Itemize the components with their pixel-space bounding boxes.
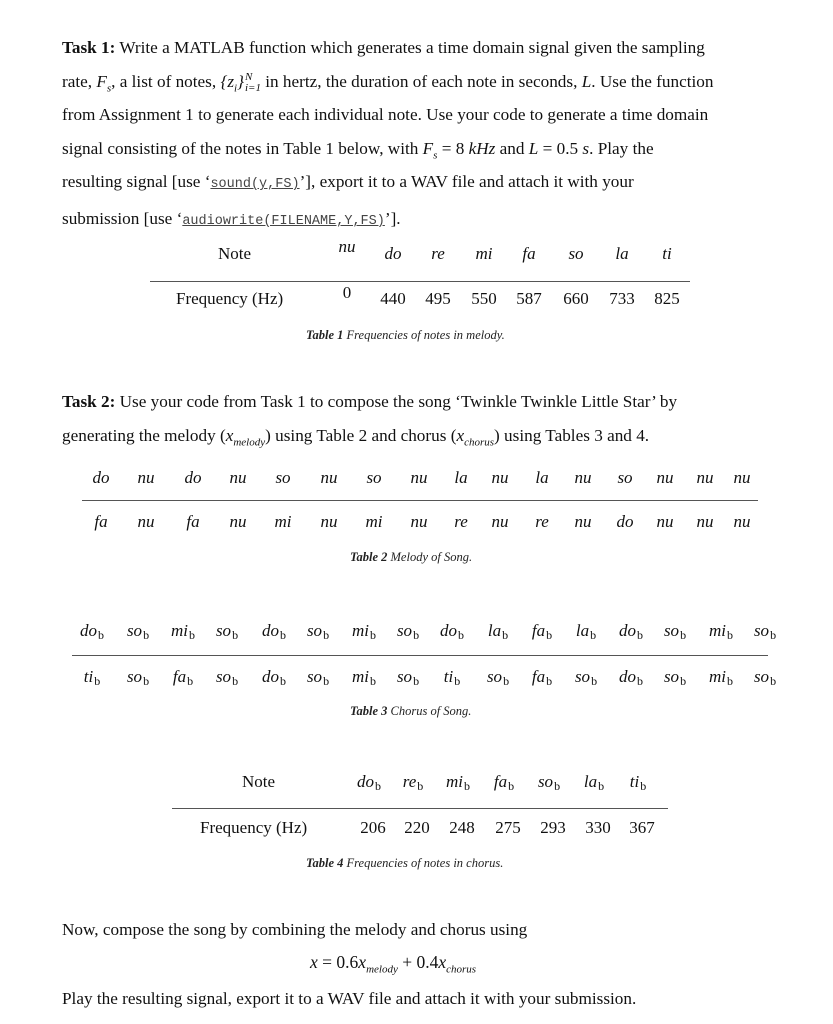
table1-note: do — [384, 244, 402, 263]
table2-row2-note: mi — [274, 512, 292, 531]
table3-row2-note: tib — [83, 667, 101, 688]
task1-line-6: submission [use ‘audiowrite(FILENAME,Y,FS)’]. — [62, 208, 401, 229]
table3-row1-note: mib — [352, 621, 376, 642]
table2-row2-note: mi — [365, 512, 383, 531]
table3-row2-note: sob — [306, 667, 330, 688]
task2-line-1: Task 2: Use your code from Task 1 to compose the song ‘Twinkle Twinkle Little Star’ by — [62, 392, 678, 411]
table3-row1-note: dob — [440, 621, 464, 642]
task1-paragraph — [62, 31, 778, 239]
table2-row1-note: nu — [733, 468, 751, 487]
table3-row2-note: mib — [709, 667, 733, 688]
formula: $x = 0.6x_{melody} + 0.4x_{chorus}$ — [310, 952, 477, 976]
table1-header-label: Note — [218, 244, 252, 263]
table1-frequency: 825 — [654, 289, 680, 308]
table4-row-label: Frequency (Hz) — [200, 818, 308, 837]
code-sound: sound(y,FS) — [210, 177, 300, 193]
table3-row2-note: sob — [486, 667, 510, 688]
table1-note: la — [615, 244, 629, 263]
table2-row1-note: nu — [410, 468, 428, 487]
table3-row1-note: sob — [306, 621, 330, 642]
table2-row1-note: la — [535, 468, 549, 487]
table3-divider — [72, 655, 768, 656]
table4-header-label: Note — [242, 772, 276, 791]
table4-divider — [172, 808, 668, 809]
table3-row2-note: sob — [574, 667, 598, 688]
table2-row2-note: re — [535, 512, 549, 531]
table1-frequency: 495 — [425, 289, 451, 308]
table2-row1-note: so — [617, 468, 633, 487]
table2-row1-note: do — [184, 468, 202, 487]
table4-frequency: 220 — [404, 818, 430, 837]
table3-row1-note: sob — [396, 621, 420, 642]
table2-row2-note: nu — [229, 512, 247, 531]
table2-row1-note: nu — [696, 468, 714, 487]
table2-row2-note: nu — [656, 512, 674, 531]
table4-note: reb — [402, 772, 424, 793]
code-audiowrite: audiowrite(FILENAME,Y,FS) — [182, 213, 385, 229]
table2-row2-note: do — [616, 512, 634, 531]
table2-row1-note: nu — [491, 468, 509, 487]
table4-frequency: 330 — [585, 818, 611, 837]
table3-caption: Table 3 Chorus of Song. — [350, 704, 472, 718]
symbol-z-set: $\{z_i\}$ N i=1 — [220, 70, 261, 95]
table2-row2-note: re — [454, 512, 468, 531]
table4-frequency: 248 — [449, 818, 475, 837]
table3-row2-note: mib — [352, 667, 376, 688]
table1-note: mi — [475, 244, 493, 263]
table3-row2-note: dob — [619, 667, 643, 688]
task1-line-5: resulting signal [use ‘sound(y,FS)’], export it to a WAV file and attach it with your — [62, 172, 634, 193]
table4-frequency: 293 — [540, 818, 566, 837]
table3-row1-note: sob — [126, 621, 150, 642]
table1-note: nu — [338, 237, 356, 256]
table1-frequency: 733 — [609, 289, 635, 308]
table4-note: fab — [493, 772, 515, 793]
table4-note: mib — [446, 772, 470, 793]
table1-note: fa — [522, 244, 536, 263]
table3-row1-note: dob — [262, 621, 286, 642]
table1-note: re — [431, 244, 445, 263]
table3-row2-note: sob — [215, 667, 239, 688]
table3-row2-note: fab — [172, 667, 194, 688]
task1-line-2: rate, $F_s$, a list of notes, $\{z_i\}$ N i=1 in hertz, the duration of each note in seconds, L. Use the function — [62, 70, 714, 95]
table2-row2-note: nu — [137, 512, 155, 531]
table4-note: sob — [537, 772, 561, 793]
table3-row1-note: sob — [663, 621, 687, 642]
table2-row1-note: so — [275, 468, 291, 487]
table3-row2-note: sob — [396, 667, 420, 688]
table4-frequency: 206 — [360, 818, 386, 837]
table1-frequency: 660 — [563, 289, 589, 308]
table2-row2-note: nu — [574, 512, 592, 531]
table3-row1-note: sob — [215, 621, 239, 642]
table3-row2-note: sob — [753, 667, 777, 688]
table2-divider — [82, 500, 758, 501]
table4-note: tib — [629, 772, 647, 793]
table3-row2-note: sob — [126, 667, 150, 688]
table3-row2-note: sob — [663, 667, 687, 688]
table1-frequency: 0 — [342, 283, 352, 302]
table3-row2-note: dob — [262, 667, 286, 688]
symbol-fs: $F_s$ — [96, 71, 112, 95]
table1-caption: Table 1 Frequencies of notes in melody. — [306, 328, 505, 342]
table4-frequency: 275 — [495, 818, 521, 837]
table2-row2-note: fa — [186, 512, 200, 531]
table1-divider — [150, 281, 690, 282]
table1-frequency: 550 — [471, 289, 497, 308]
table2-row1-note: nu — [137, 468, 155, 487]
closing-line-2: Play the resulting signal, export it to a WAV file and attach it with your submission. — [62, 989, 637, 1008]
task1-line-4: signal consisting of the notes in Table 1 below, with $F_s = 8$ kHz and L = 0.5 s. Play the — [62, 138, 654, 162]
table2-row1-note: nu — [320, 468, 338, 487]
table1-row-label: Frequency (Hz) — [176, 289, 284, 308]
table2-row2-note: nu — [491, 512, 509, 531]
table1-note: ti — [662, 244, 672, 263]
table3-row1-note: lab — [575, 621, 597, 642]
table3-row1-note: lab — [487, 621, 509, 642]
table3-row2-note: tib — [443, 667, 461, 688]
symbol-fs-2: $F_s$ — [422, 138, 438, 162]
table4-note: lab — [583, 772, 605, 793]
table2-row1-note: nu — [574, 468, 592, 487]
table2-row1-note: la — [454, 468, 468, 487]
table2-row2-note: fa — [94, 512, 108, 531]
table2-row1-note: do — [92, 468, 110, 487]
table2-row2-note: nu — [696, 512, 714, 531]
task1-line-3: from Assignment 1 to generate each individual note. Use your code to generate a time domain — [62, 105, 709, 125]
symbol-l: L — [581, 71, 592, 91]
table2-row2-note: nu — [320, 512, 338, 531]
table3-row1-note: fab — [531, 621, 553, 642]
table2-row1-note: nu — [656, 468, 674, 487]
table3-row1-note: mib — [171, 621, 195, 642]
table2-row2-note: nu — [410, 512, 428, 531]
table1-frequency: 587 — [516, 289, 542, 308]
table1-note: so — [568, 244, 584, 263]
table4-note: dob — [357, 772, 381, 793]
task2-line-2: generating the melody $(x_{melody})$ using Table 2 and chorus $(x_{chorus})$ using Tables 3 and 4. — [62, 425, 650, 449]
table3-row1-note: dob — [80, 621, 104, 642]
task1-line-1: Task 1: Write a MATLAB function which generates a time domain signal given the sampling — [62, 38, 705, 57]
table2-row1-note: so — [366, 468, 382, 487]
table3-row1-note: dob — [619, 621, 643, 642]
table4-frequency: 367 — [629, 818, 655, 837]
table2-row2-note: nu — [733, 512, 751, 531]
table3-row2-note: fab — [531, 667, 553, 688]
table1-frequency: 440 — [380, 289, 406, 308]
table2-caption: Table 2 Melody of Song. — [350, 550, 473, 564]
table3-row1-note: mib — [709, 621, 733, 642]
table4-caption: Table 4 Frequencies of notes in chorus. — [306, 856, 504, 870]
table3-row1-note: sob — [753, 621, 777, 642]
task2-paragraph — [62, 385, 778, 452]
table2-row1-note: nu — [229, 468, 247, 487]
closing-line-1: Now, compose the song by combining the melody and chorus using — [62, 920, 528, 939]
